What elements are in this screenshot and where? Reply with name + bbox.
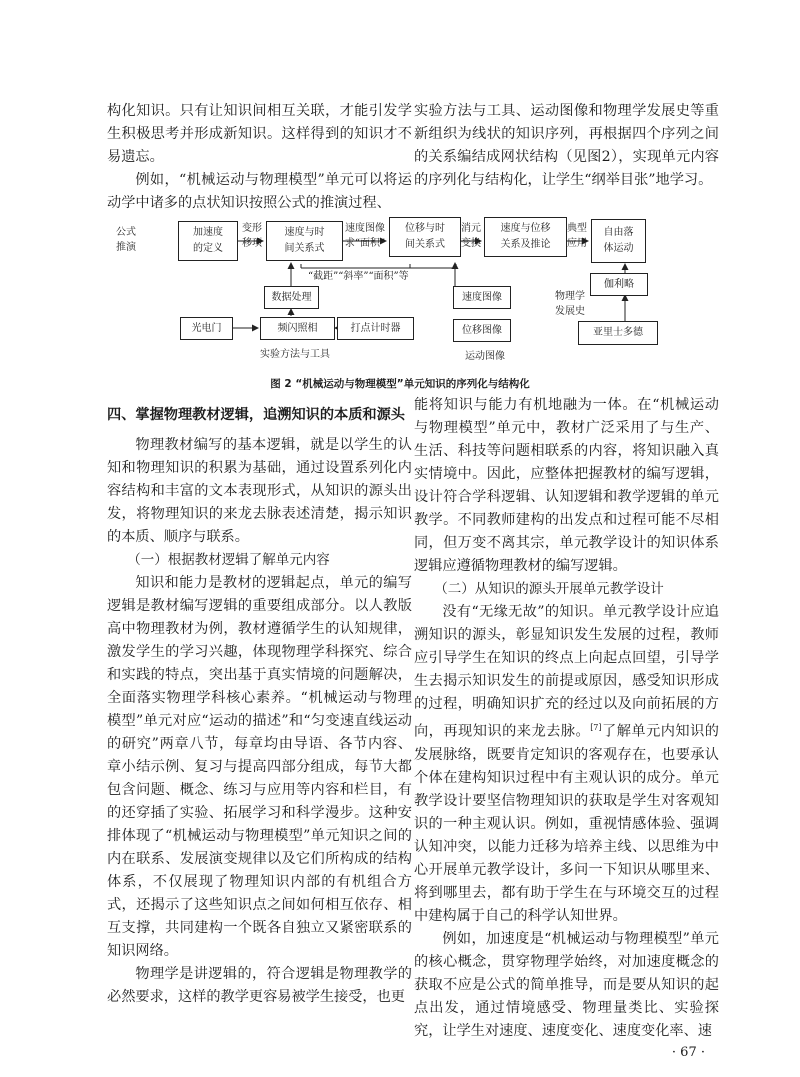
- velocity-graph-box: 速度图像: [453, 286, 511, 309]
- paragraph: 例如，加速度是“机械运动与物理模型”单元的核心概念，贯穿物理学始终，对加速度概念的获取不应是公式的简单推导，而是要从知识的起点出发，通过情境感受、物理量类比、实验探究，让学生对速度、速度变化、速度变化率、速: [414, 930, 719, 1039]
- top-left-column: [107, 100, 412, 215]
- velocity-graph-area-label: 速度图像 求“面积”: [344, 223, 386, 249]
- bottom-right-column: [414, 394, 719, 1043]
- strobe-photo-box: 频闪照相: [260, 317, 335, 340]
- eliminate-label: 消元 变换: [461, 223, 481, 249]
- paragraph: [414, 601, 719, 928]
- subsection-title: （一）根据教材逻辑了解单元内容: [127, 552, 330, 568]
- figure-2-diagram: [100, 213, 720, 373]
- paragraph: 能将知识与能力有机地融为一体。在“机械运动与物理模型”单元中，教材广泛采用了与生产、生活、科技等问题相联系的内容，将知识融入真实情境中。因此，应整体把握教材的编写逻辑，设计符合学科逻辑、认知逻辑和教学逻辑的单元教学。不同教师建构的出发点和过程可能不尽相同，但万变不离其宗，单元教学设计的知识体系逻辑应遵循物理教材的编写逻辑。: [414, 397, 719, 574]
- photogate-box: 光电门: [180, 317, 233, 340]
- paragraph: 构化知识。只有让知识间相互关联，才能引发学生积极思考并形成新知识。这样得到的知识才不易遗忘。: [107, 103, 412, 165]
- paragraph: 物理教材编写的基本逻辑，就是以学生的认知和物理知识的积累为基础，通过设置系列化内容结构和丰富的文本表现形式，从知识的源头出发，将物理知识的来龙去脉表述清楚，揭示知识的本质、顺序与联系。: [107, 437, 412, 545]
- paragraph-text: 了解单元内知识的发展脉络，既要肯定知识的客观存在，也要承认个体在建构知识过程中有主观认识的成分。单元教学设计要坚信物理知识的获取是学生对客观知识的一种主观认识。例如，重视情感体验、强调认知冲突，以能力迁移为培养主线、以思维为中心开展单元教学设计，多问一下知识从哪里来、将到哪里去，都有助于学生在与环境交互的过程中建构属于自己的科学认知世界。: [414, 723, 719, 924]
- page-number: · 67 ·: [671, 1045, 705, 1060]
- bottom-left-column: [107, 402, 412, 1009]
- paragraph: 物理学是讲逻辑的，符合逻辑是物理教学的必然要求，这样的教学更容易被学生接受，也更: [107, 966, 412, 1005]
- figure-caption: 图 2 “机械运动与物理模型”单元知识的序列化与结构化: [270, 378, 530, 390]
- typical-application-label: 典型 应用: [567, 223, 587, 249]
- displacement-graph-box: 位移图像: [453, 319, 511, 342]
- velocity-displacement-box: 速度与位移 关系及推论: [484, 217, 567, 257]
- displacement-time-box: 位移与时 间关系式: [389, 217, 461, 257]
- formula-derivation-label: 公式 推演: [116, 227, 136, 253]
- velocity-time-box: 速度与时 间关系式: [266, 221, 343, 261]
- transform-label: 变形 移项: [242, 223, 262, 249]
- aristotle-box: 亚里士多德: [578, 321, 658, 345]
- motion-graph-label: 运动图像: [465, 351, 505, 362]
- galileo-box: 伽利略: [590, 273, 648, 296]
- experiment-tools-label: 实验方法与工具: [260, 349, 330, 360]
- ticker-timer-box: 打点计时器: [337, 317, 414, 340]
- reference-marker: [7]: [590, 723, 602, 732]
- intercept-slope-area-label: “截距”“斜率”“面积”等: [308, 271, 409, 282]
- paragraph-text: 没有“无缘无故”的知识。单元教学设计应追溯知识的源头，彰显知识发生发展的过程，教师应引导学生在知识的终点上向起点回望，引导学生去揭示知识发生的前提或原因，感受知识形成的过程，明确知识扩充的经过以及向前拓展的方向，再现知识的来龙去脉。: [414, 604, 719, 740]
- top-right-column: [414, 100, 719, 192]
- data-processing-box: 数据处理: [264, 286, 319, 309]
- paragraph: 知识和能力是教材的逻辑起点，单元的编写逻辑是教材编写逻辑的重要组成部分。以人教版高中物理教材为例，教材遵循学生的认知规律，激发学生的学习兴趣，体现物理学科探究、综合和实践的特点，突出基于真实情境的问题解决，全面落实物理学科核心素养。“机械运动与物理模型”单元对应“运动的描述”和“匀变速直线运动的研究”两章八节，每章均由导语、各节内容、章小结示例、复习与提高四部分组成，每节大都包含问题、概念、练习与应用等内容和栏目，有的还穿插了实验、拓展学习和科学漫步。这种安排体现了“机械运动与物理模型”单元知识之间的内在联系、发展演变规律以及它们所构成的结构体系，不仅展现了物理知识内部的有机组合方式，还揭示了这些知识点之间如何相互依存、相互支撑，共同建构一个既各自独立又紧密联系的知识网络。: [107, 575, 412, 959]
- physics-history-label: 物理学 发展史: [555, 291, 585, 317]
- free-fall-box: 自由落 体运动: [591, 219, 646, 263]
- subsection-title: （二）从知识的源头开展单元教学设计: [434, 581, 664, 597]
- section-title: 四、掌握物理教材逻辑，追溯知识的本质和源头: [107, 407, 405, 423]
- paragraph: 实验方法与工具、运动图像和物理学发展史等重新组织为线状的知识序列，再根据四个序列之间的关系编结成网状结构（见图2），实现单元内容的序列化与结构化，让学生“纲举目张”地学习。: [414, 103, 719, 188]
- paragraph: 例如，“机械运动与物理模型”单元可以将运动学中诸多的点状知识按照公式的推演过程、: [107, 172, 412, 211]
- accel-definition-box: 加速度 的定义: [178, 221, 238, 261]
